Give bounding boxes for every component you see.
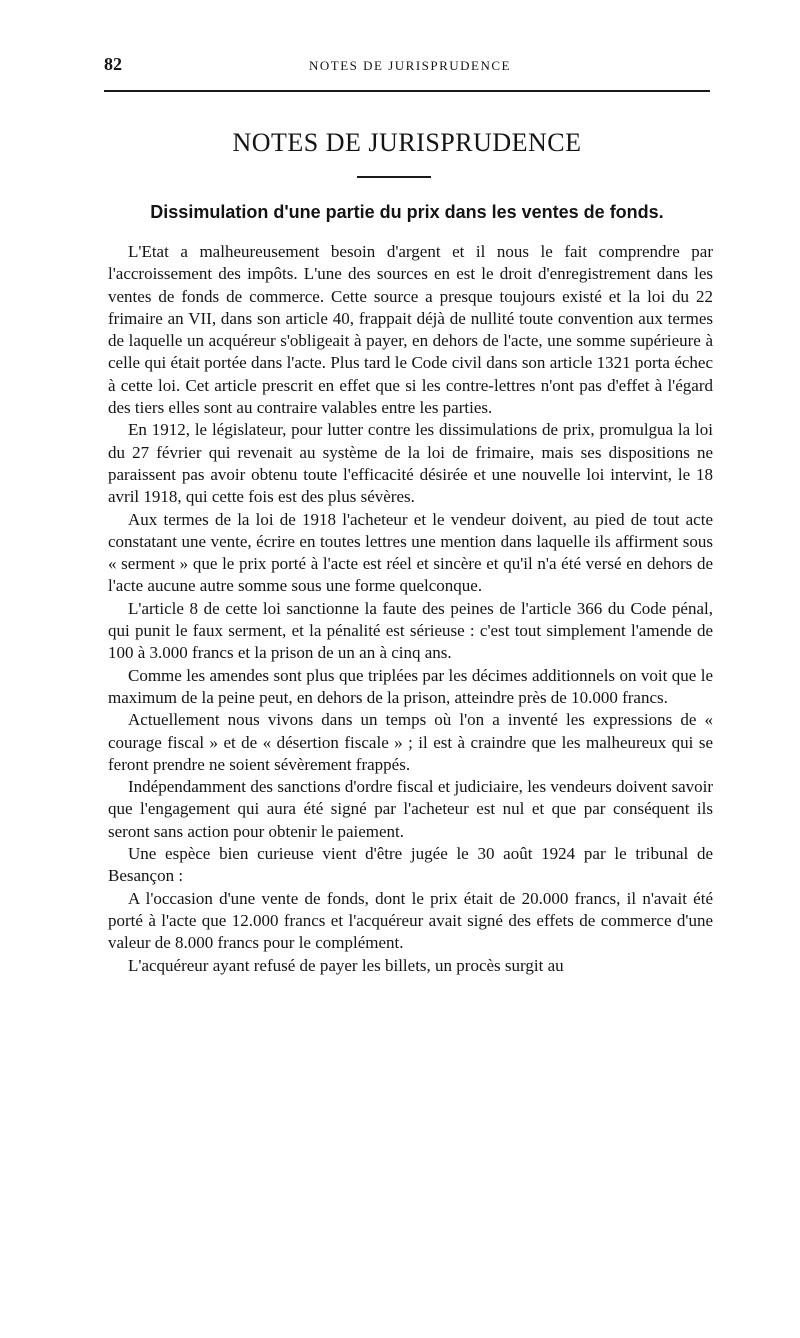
page-number: 82 <box>104 54 122 74</box>
running-head: NOTES DE JURISPRUDENCE <box>308 58 511 73</box>
paragraph-3: Aux termes de la loi de 1918 l'acheteur et le vendeur doivent, au pied de tout acte constatant une vente, écrire en toutes lettres une mention dans laquelle ils affirment sous « serment » que le prix porté à l'acte est réel et sincère et qu'il n'a été versé en dehors de l'acte aucune autre somme sous une forme quelconque. <box>108 509 713 596</box>
paragraph-10: L'acquéreur ayant refusé de payer les billets, un procès surgit au <box>128 955 564 975</box>
paragraph-2: En 1912, le législateur, pour lutter contre les dissimulations de prix, promulgua la loi du 27 février qui revenait au système de la loi de frimaire, mais ses dispositions ne paraissent pas avoir obtenu toute l'efficacité désirée et une nouvelle loi intervint, le 18 avril 1918, qui cette fois est des plus sévères. <box>108 420 713 507</box>
paragraph-4: L'article 8 de cette loi sanctionne la faute des peines de l'article 366 du Code pénal, qui punit le faux serment, et la pénalité est sérieuse : c'est tout simplement l'amende de 100 à 3.000 francs et la prison de un an à cinq ans. <box>108 598 713 663</box>
article-heading: Dissimulation d'une partie du prix dans les ventes de fonds. <box>150 202 664 222</box>
paragraph-7: Indépendamment des sanctions d'ordre fiscal et judiciaire, les vendeurs doivent savoir que l'engagement qui aura été signé par l'acheteur est nul et que par conséquent ils seront sans action pour obtenir le paiement. <box>108 777 713 841</box>
header-rule <box>104 90 710 92</box>
article-body <box>108 241 713 977</box>
paragraph-9: A l'occasion d'une vente de fonds, dont le prix était de 20.000 francs, il n'avait été porté à l'acte que 12.000 francs et l'acquéreur avait signé des effets de commerce d'une valeur de 8.000 francs pour le complément. <box>108 888 713 953</box>
paragraph-8: Une espèce bien curieuse vient d'être jugée le 30 août 1924 par le tribunal de Besançon : <box>108 844 713 886</box>
paragraph-1: L'Etat a malheureusement besoin d'argent et il nous le fait comprendre par l'accroissement des impôts. L'une des sources en est le droit d'enregistrement dans les ventes de fonds de commerce. Cette source a presque toujours existé et la loi du 22 frimaire an VII, dans son article 40, frappait déjà de nullité toute convention aux termes de laquelle un acquéreur s'obligeait à payer, en dehors de l'acte, une somme supérieure à celle qui était portée dans l'acte. Plus tard le Code civil dans son article 1321 porta échec à cette loi. Cet article prescrit en effet que si les contre-lettres n'ont pas d'effet à l'égard des tiers elles sont au contraire valables entre les parties. <box>108 242 713 418</box>
title-rule <box>357 176 431 178</box>
paragraph-5: Comme les amendes sont plus que triplées par les décimes additionnels on voit que le maximum de la peine peut, en dehors de la prison, atteindre près de 10.000 francs. <box>108 665 713 707</box>
paragraph-6: Actuellement nous vivons dans un temps où l'on a inventé les expressions de « courage fiscal » et de « désertion fiscale » ; il est à craindre que les malheureux qui se feront prendre ne soient sévèrement frappés. <box>108 710 713 774</box>
page-title: NOTES DE JURISPRUDENCE <box>232 128 582 157</box>
